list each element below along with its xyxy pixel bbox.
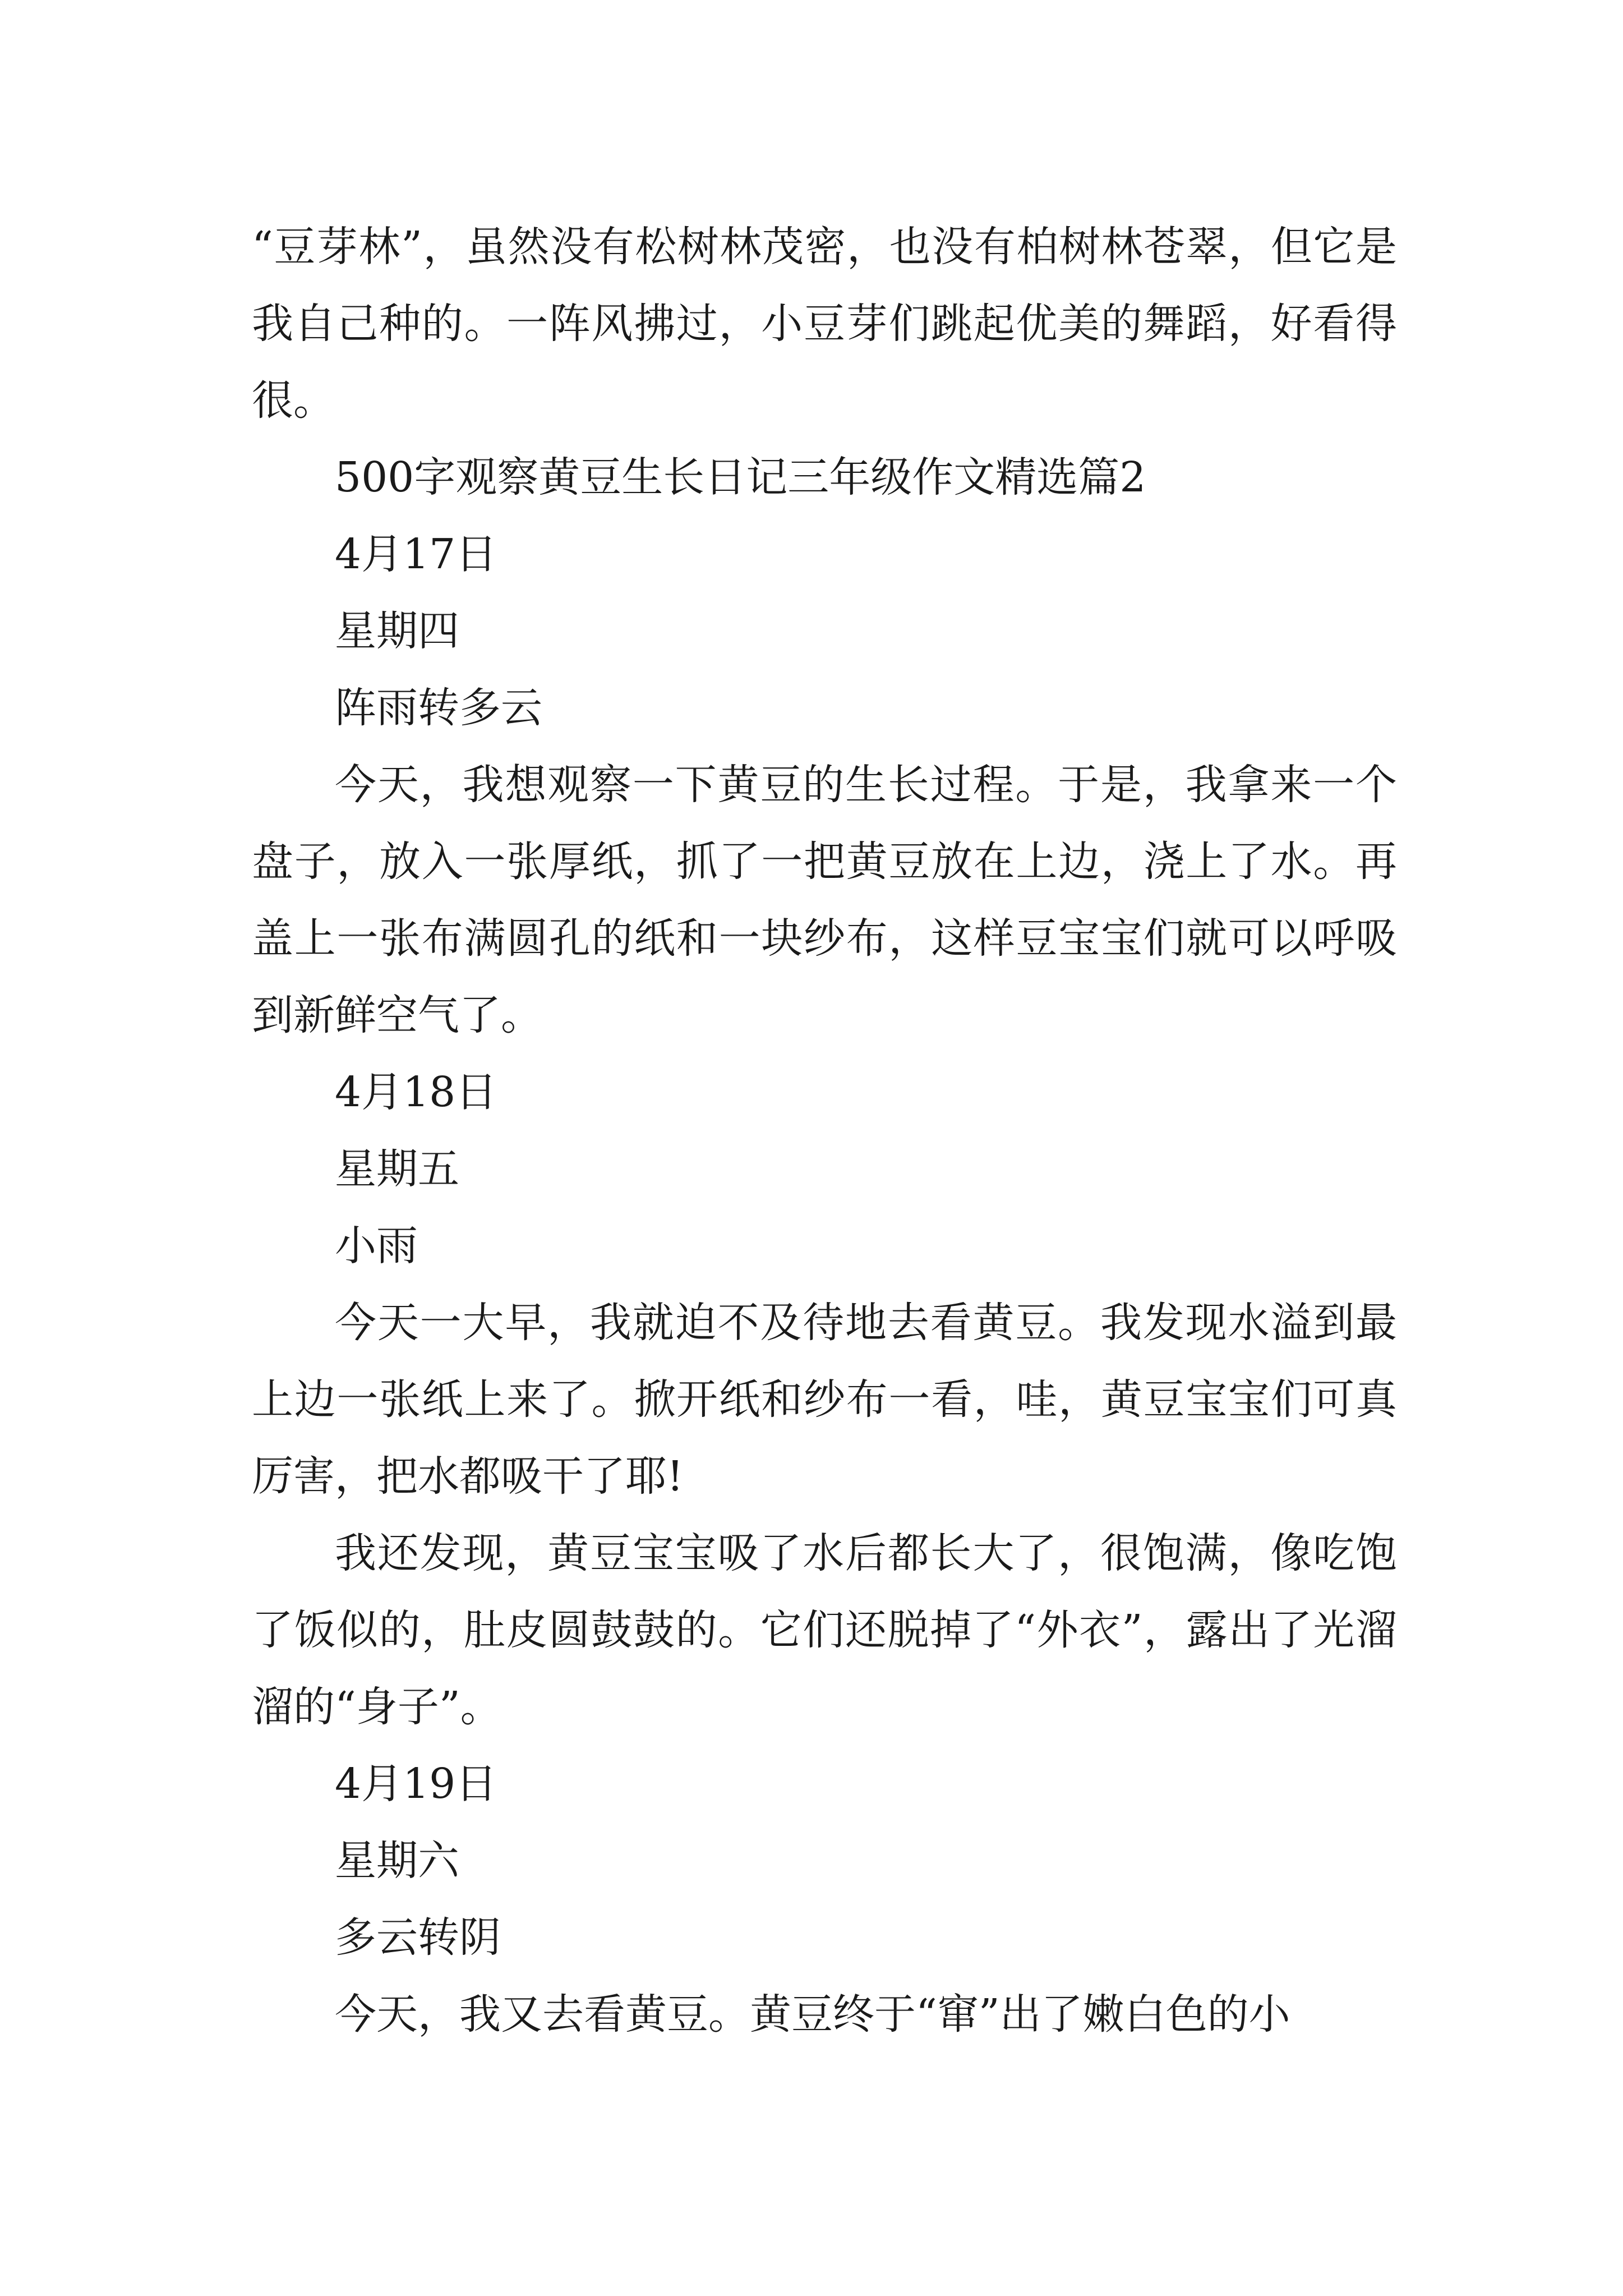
entry-weather: 小雨 xyxy=(335,1222,418,1270)
entry-paragraph: 今天，我想观察一下黄豆的生长过程。于是，我拿来一个盘子，放入一张厚纸，抓了一把黄豆放在上边，浇上了水。再盖上一张布满圆孔的纸和一块纱布，这样豆宝宝们就可以呼吸到新鲜空气了。 xyxy=(252,761,1397,1039)
entry-date: 4月17日 xyxy=(335,530,497,578)
continuation-paragraph: “豆芽林”，虽然没有松树林茂密，也没有柏树林苍翠，但它是我自己种的。一阵风拂过，小豆芽们跳起优美的舞蹈，好看得很。 xyxy=(252,223,1397,425)
entry-weather: 阵雨转多云 xyxy=(335,684,542,732)
entry-date: 4月18日 xyxy=(335,1068,497,1116)
section-title: 500字观察黄豆生长日记三年级作文精选篇2 xyxy=(335,453,1146,501)
entry-date: 4月19日 xyxy=(335,1760,497,1808)
entry-paragraph: 今天，我又去看黄豆。黄豆终于“窜”出了嫩白色的小 xyxy=(335,1990,1290,2039)
entry-paragraph: 我还发现，黄豆宝宝吸了水后都长大了，很饱满，像吃饱了饭似的，肚皮圆鼓鼓的。它们还脱掉了“外衣”，露出了光溜溜的“身子”。 xyxy=(252,1529,1397,1731)
document-body xyxy=(252,209,1397,2053)
entry-paragraph: 今天一大早，我就迫不及待地去看黄豆。我发现水溢到最上边一张纸上来了。掀开纸和纱布一看，哇，黄豆宝宝们可真厉害，把水都吸干了耶! xyxy=(252,1299,1397,1501)
entry-weekday: 星期六 xyxy=(335,1837,459,1885)
entry-weekday: 星期四 xyxy=(335,607,459,655)
entry-weekday: 星期五 xyxy=(335,1145,459,1193)
entry-weather: 多云转阴 xyxy=(335,1913,501,1962)
